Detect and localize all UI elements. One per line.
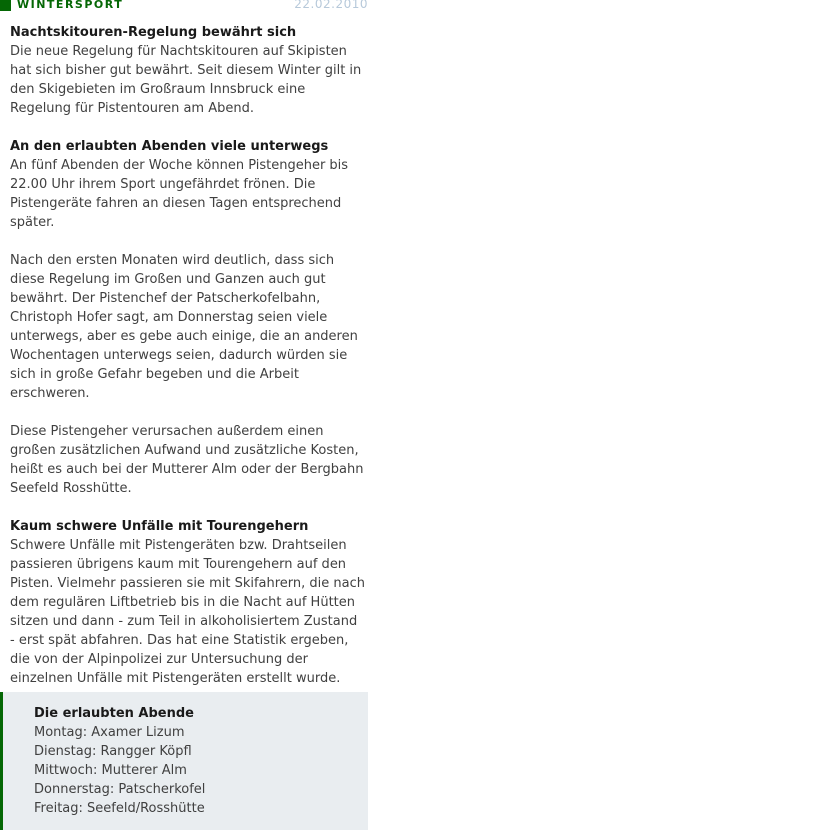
infobox-item: Montag: Axamer Lizum <box>34 725 185 740</box>
category-header <box>0 0 368 11</box>
infobox-item: Freitag: Seefeld/Rosshütte <box>34 801 205 816</box>
article-title: Nachtskitouren-Regelung bewährt sich <box>10 25 297 40</box>
section-heading-1: An den erlaubten Abenden viele unterwegs <box>10 139 329 154</box>
infobox-item: Mittwoch: Mutterer Alm <box>34 763 187 778</box>
category-label: WINTERSPORT <box>17 0 124 11</box>
paragraph: Nach den ersten Monaten wird deutlich, dass sich diese Regelung im Großen und Ganzen auch gut bewährt. Der Pistenchef der Patscherkofelbahn, Christoph Hofer sagt, am Donnerstag seien viele unterwegs, aber es gebe auch einige, die an anderen Wochentagen unterwegs seien, dadurch würden sie sich in große Gefahr begeben und die Arbeit erschweren. <box>10 253 358 401</box>
infobox-item: Donnerstag: Patscherkofel <box>34 782 206 797</box>
infobox <box>0 692 368 830</box>
paragraph: Diese Pistengeher verursachen außerdem einen großen zusätzlichen Aufwand und zusätzliche Kosten, heißt es auch bei der Mutterer Alm oder der Bergbahn Seefeld Rosshütte. <box>10 424 364 496</box>
article <box>0 0 368 830</box>
infobox-item: Dienstag: Rangger Köpfl <box>34 744 192 759</box>
paragraph: Schwere Unfälle mit Pistengeräten bzw. Drahtseilen passieren übrigens kaum mit Tourengehern auf den Pisten. Vielmehr passieren sie mit Skifahrern, die nach dem regulären Liftbetrieb bis in die Nacht auf Hütten sitzen und dann - zum Teil in alkoholisiertem Zustand - erst spät abfahren. Das hat eine Statistik ergeben, die von der Alpinpolizei zur Untersuchung der einzelnen Unfälle mit Pistengeräten erstellt wurde. <box>10 538 366 686</box>
category-square-icon <box>0 0 11 11</box>
infobox-title: Die erlaubten Abende <box>34 706 194 721</box>
article-intro: Die neue Regelung für Nachtskitouren auf Skipisten hat sich bisher gut bewährt. Seit diesem Winter gilt in den Skigebieten im Großraum Innsbruck eine Regelung für Pistentouren am Abend. <box>10 44 362 116</box>
section-heading-2: Kaum schwere Unfälle mit Tourengehern <box>10 519 309 534</box>
paragraph: An fünf Abenden der Woche können Pistengeher bis 22.00 Uhr ihrem Sport ungefährdet frönen. Die Pistengeräte fahren an diesen Tagen entsprechend später. <box>10 158 349 230</box>
article-date: 22.02.2010 <box>294 0 368 11</box>
